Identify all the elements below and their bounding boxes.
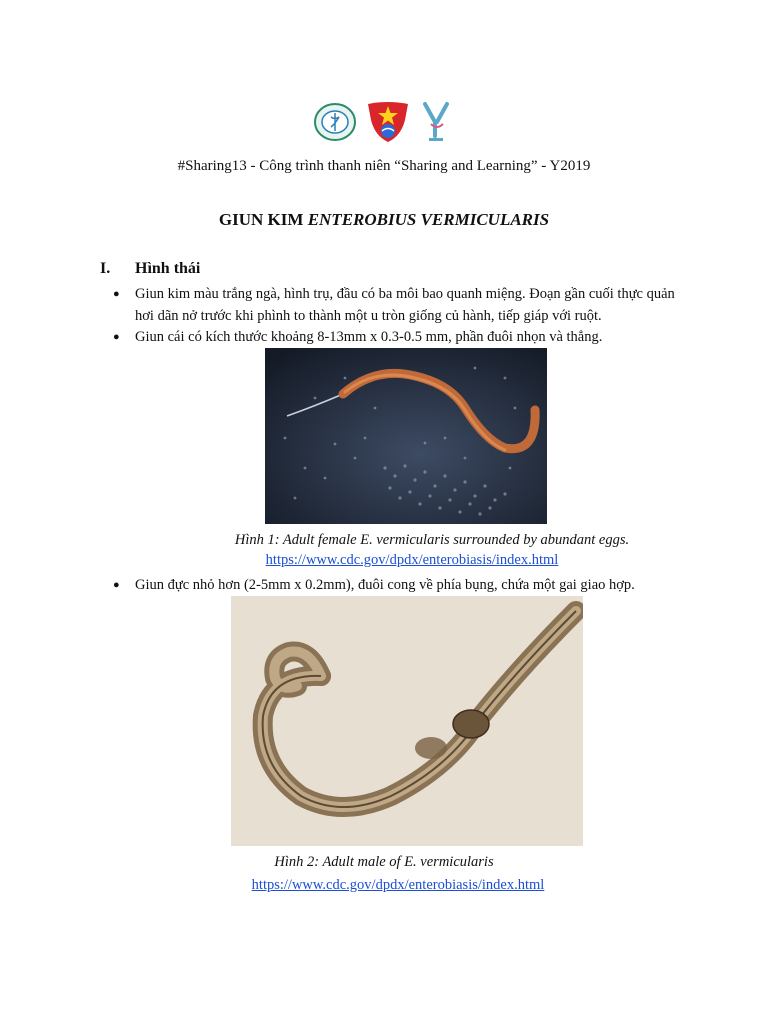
list-item — [113, 326, 688, 348]
figure-1-link[interactable]: https://www.cdc.gov/dpdx/enterobiasis/index.html — [265, 552, 559, 568]
header-logos — [0, 100, 768, 144]
youth-union-logo — [365, 100, 411, 144]
figure-2-caption: Hình 2: Adult male of E. vermicularis — [274, 854, 494, 870]
bullet-text: Giun cái có kích thước khoảng 8-13mm x 0.3-0.5 mm, phần đuôi nhọn và thẳng. — [135, 329, 603, 345]
figure-2-link[interactable]: https://www.cdc.gov/dpdx/enterobiasis/index.html — [251, 877, 545, 893]
y-faculty-logo — [419, 100, 455, 144]
section-title: Hình thái — [135, 260, 201, 277]
bullet-text: Giun kim màu trắng ngà, hình trụ, đầu có ba môi bao quanh miệng. Đoạn gần cuối thực quản hơi dãn nở trước khi phình to thành một u tròn giống củ hành, tiếp giáp với ruột. — [135, 286, 675, 324]
list-item — [113, 574, 688, 596]
section-heading — [100, 260, 200, 278]
figure-2-image — [231, 596, 583, 846]
section-number: I. — [100, 260, 111, 277]
title-species: ENTEROBIUS VERMICULARIS — [307, 210, 550, 229]
bullet-icon: ● — [113, 288, 120, 300]
bullet-icon: ● — [113, 579, 120, 591]
figure-1-image — [265, 348, 547, 524]
sharing-header-text: #Sharing13 - Công trình thanh niên “Sharing and Learning” - Y2019 — [177, 158, 591, 174]
page-title — [0, 210, 768, 230]
title-prefix: GIUN KIM — [218, 210, 308, 229]
university-seal-logo — [313, 102, 357, 142]
figure-1-caption: Hình 1: Adult female E. vermicularis surrounded by abundant eggs. — [234, 532, 630, 548]
list-item — [113, 283, 688, 327]
bullet-text: Giun đực nhỏ hơn (2-5mm x 0.2mm), đuôi cong về phía bụng, chứa một gai giao hợp. — [135, 577, 635, 593]
bullet-icon: ● — [113, 331, 120, 343]
